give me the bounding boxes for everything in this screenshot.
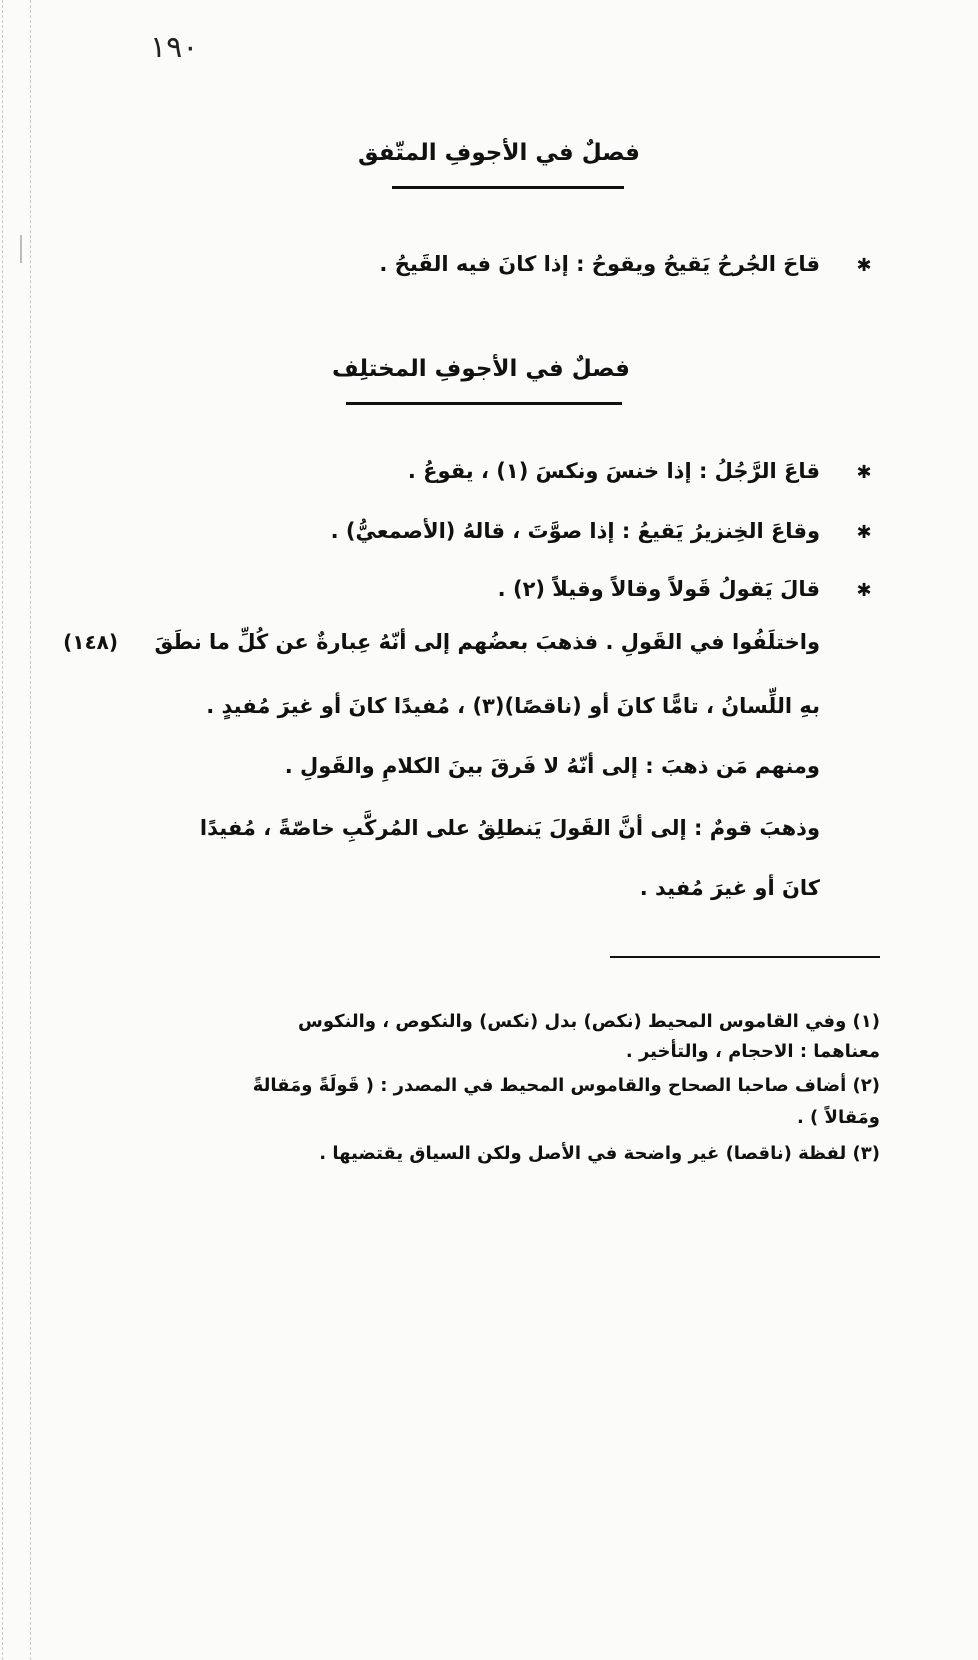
footnote-line: (٢) أضاف صاحبا الصحاح والقاموس المحيط في المصدر : ( قَولَةً ومَقالةً [252, 1075, 880, 1096]
paragraph-line: وذهبَ قومٌ : إلى أنَّ القَولَ يَنطلِقُ على المُركَّبِ خاصّةً ، مُفيدًا [199, 816, 820, 840]
page-number: ١٩٠ [150, 30, 199, 65]
entry-bullet: ✱ [856, 580, 872, 601]
entry-line: قاعَ الرَّجُلُ : إذا خنسَ ونكسَ (١) ، يقوعُ . [407, 459, 820, 483]
entry-line: قالَ يَقولُ قَولاً وقالاً وقيلاً (٢) . [497, 577, 820, 601]
footnote-separator [610, 956, 880, 958]
footnote-line: (٣) لفظة (ناقصا) غير واضحة في الأصل ولكن السياق يقتضيها . [319, 1143, 880, 1164]
heading-underline-1 [392, 186, 624, 189]
scan-edge-left [2, 0, 3, 1660]
entry-line: قاحَ الجُرحُ يَقيحُ ويقوحُ : إذا كانَ فيه القَيحُ . [379, 252, 820, 276]
scan-edge-inner [30, 0, 31, 1660]
section-heading-2: فصلٌ في الأجوفِ المختلِف [331, 356, 630, 382]
heading-underline-2 [346, 402, 622, 405]
section-heading-1: فصلٌ في الأجوفِ المتّفق [358, 140, 640, 166]
entry-line: وقاعَ الخِنزيرُ يَقيعُ : إذا صوَّتَ ، قالهُ (الأصمعيُّ) . [330, 519, 820, 543]
paragraph-line: كانَ أو غيرَ مُفيد . [639, 876, 820, 900]
entry-bullet: ✱ [856, 522, 872, 543]
scan-mark [20, 235, 22, 263]
footnote-line: ومَقالاً ) . [796, 1107, 880, 1128]
entry-bullet: ✱ [856, 462, 872, 483]
paragraph-line: بهِ اللِّسانُ ، تامًّا كانَ أو (ناقصًا)(٣) ، مُفيدًا كانَ أو غيرَ مُفيدٍ . [206, 694, 820, 718]
margin-note: (١٤٨) [63, 630, 118, 654]
footnote-line: معناهما : الاحجام ، والتأخير . [625, 1041, 880, 1062]
footnote-line: (١) وفي القاموس المحيط (نكص) بدل (نكس) والنكوص ، والنكوس [297, 1011, 880, 1032]
entry-bullet: ✱ [856, 255, 872, 276]
paragraph-line: واختلَفُوا في القَولِ . فذهبَ بعضُهم إلى أنّهُ عِبارةٌ عن كُلِّ ما نطَقَ [154, 630, 820, 654]
paragraph-line: ومنهم مَن ذهبَ : إلى أنّهُ لا فَرقَ بينَ الكلامِ والقَولِ . [284, 754, 820, 778]
